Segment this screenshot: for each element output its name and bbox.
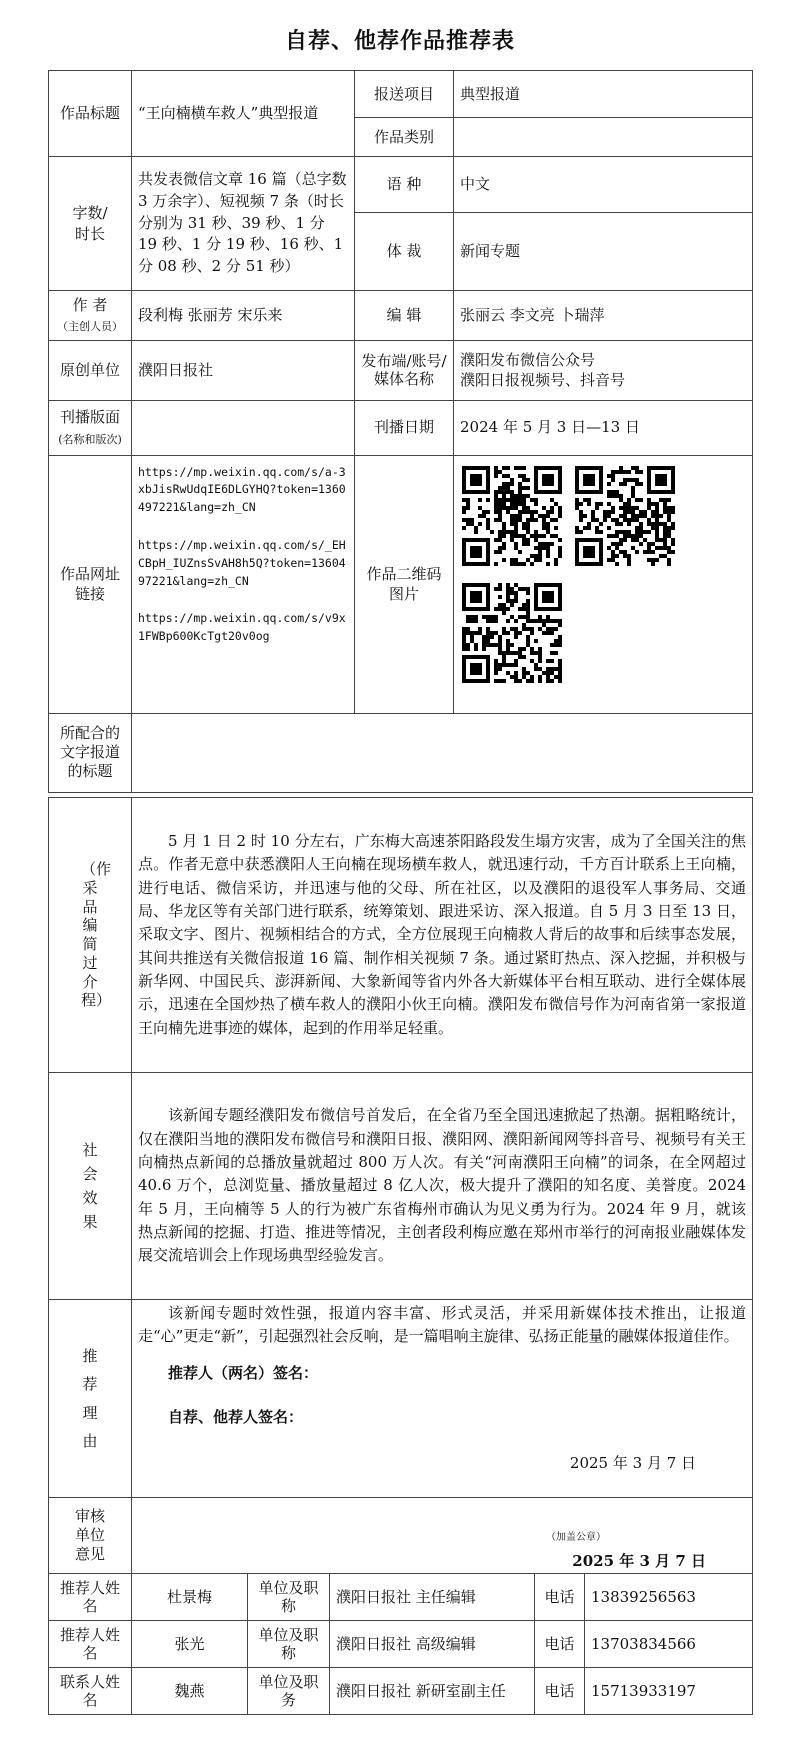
reason-cell [132,1300,753,1498]
person-role: 联系人姓名 [49,1668,132,1715]
person-title: 濮阳日报社 高级编辑 [330,1621,535,1668]
person-role: 推荐人姓名 [49,1574,132,1621]
type-value [454,118,753,157]
editor-label: 编 辑 [355,291,454,341]
audit-cell [132,1498,753,1574]
effect-label: 社会效果 [49,1073,132,1300]
unit-value: 濮阳日报社 [132,340,355,400]
person-title: 濮阳日报社 新研室副主任 [330,1668,535,1715]
page-title: 自荐、他荐作品推荐表 [284,28,515,54]
date-label: 刊播日期 [355,400,454,455]
length-label: 字数/ 时长 [49,157,132,291]
url-link[interactable]: https://mp.weixin.qq.com/s/a-3xbJisRwUdqIE6DLGYHQ?token=1360497221&lang=zh_CN [138,464,346,515]
genre-label: 体 裁 [355,213,454,291]
author-label: 作 者 （主创人员） [49,291,132,341]
language-value: 中文 [454,157,753,213]
type-label: 作品类别 [355,118,454,157]
reason-date: 2025 年 3 月 7 日 [569,1454,697,1473]
seal-note: （加盖公章） [546,1532,607,1544]
reason-text: 该新闻专题时效性强，报道内容丰富、形式灵活，并采用新媒体技术推出，让报道走“心”更走“新”，引起强烈社会反响，是一篇唱响主旋律、弘扬正能量的融媒体报道佳作。 [138,1304,747,1346]
qr-codes [454,455,753,713]
detail-table [48,797,753,1715]
person-title-label: 单位及职称 [248,1574,330,1621]
person-name: 杜景梅 [132,1574,248,1621]
authors-value: 段利梅 张丽芳 宋乐来 [132,291,355,341]
person-phone-label: 电话 [535,1574,585,1621]
person-phone: 13839256563 [585,1574,753,1621]
self-signature: 自荐、他荐人签名： [168,1408,304,1427]
intro-text: 5 月 1 日 2 时 10 分左右，广东梅大高速茶阳路段发生塌方灾害，成为了全国关注的焦点。作者无意中获悉濮阳人王向楠在现场横车救人，就迅速行动，千方百计联系上王向楠，进行电话、微信采访，并迅速与他的父母、所在社区，以及濮阳的退役军人事务局、交通局、华龙区等有关部门进行联系，统筹策划、跟进采访、深入报道。自 5 月 3 日至 13 日，采取文字、图片、视频相结合的方式，全方位展现王向楠救人背后的故事和后续事态发展，其间共推送有关微信报道 16 篇、制作相关视频 7 条。通过紧盯热点、深入挖掘，并积极与新华网、中国民兵、澎湃新闻、大象新闻等省内外各大新媒体平台相互联动、进行全媒体展示，迅速在全国炒热了横车救人的濮阳小伙王向楠。濮阳发布微信号作为河南省第一家报道王向楠先进事迹的媒体，起到的作用举足轻重。 [132,798,753,1073]
audit-label: 审核单位意见 [49,1498,132,1574]
caption-label: 所配合的文字报道的标题 [49,713,132,792]
person-title-label: 单位及职称 [248,1621,330,1668]
date-value: 2024 年 5 月 3 日—13 日 [454,400,753,455]
recommender-signature: 推荐人（两名）签名： [168,1363,319,1382]
language-label: 语 种 [355,157,454,213]
work-title-label: 作品标题 [49,71,132,157]
editors-value: 张丽云 李文亮 卜瑞萍 [454,291,753,341]
audit-date: 2025 年 3 月 7 日 [572,1551,707,1570]
url-link[interactable]: https://mp.weixin.qq.com/s/v9x1FWBp600KcTgt20v0og [138,611,346,644]
layout-value [132,400,355,455]
category-value: 典型报道 [454,71,753,118]
person-phone-label: 电话 [535,1668,585,1715]
person-phone: 15713933197 [585,1668,753,1715]
person-phone-label: 电话 [535,1621,585,1668]
length-value: 共发表微信文章 16 篇（总字数 3 万余字）、短视频 7 条（时长分别为 31 秒、39 秒、1 分 19 秒、1 分 19 秒、16 秒、1 分 08 秒、2 分 51 秒） [132,157,355,291]
platform-label: 发布端/账号/媒体名称 [355,340,454,400]
person-phone: 13703834566 [585,1621,753,1668]
qr-code-icon [462,583,562,683]
person-title: 濮阳日报社 主任编辑 [330,1574,535,1621]
qr-code-icon [575,466,675,566]
caption-value [132,713,753,792]
person-name: 张光 [132,1621,248,1668]
qr-label: 作品二维码图片 [355,455,454,713]
unit-label: 原创单位 [49,340,132,400]
url-list [132,455,355,713]
person-role: 推荐人姓名 [49,1621,132,1668]
url-link[interactable]: https://mp.weixin.qq.com/s/_EHCBpH_IUZnsSvAH8h5Q?token=1360497221&lang=zh_CN [138,537,346,588]
category-label: 报送项目 [355,71,454,118]
qr-code-icon [462,466,562,566]
layout-label: 刊播版面 (名称和版次) [49,400,132,455]
info-table [48,70,753,793]
person-name: 魏燕 [132,1668,248,1715]
genre-value: 新闻专题 [454,213,753,291]
url-label: 作品网址链接 [49,455,132,713]
reason-label: 推荐理由 [49,1300,132,1498]
platform-value: 濮阳发布微信公众号 濮阳日报视频号、抖音号 [454,340,753,400]
effect-text: 该新闻专题经濮阳发布微信号首发后，在全省乃至全国迅速掀起了热潮。据粗略统计，仅在濮阳当地的濮阳发布微信号和濮阳日报、濮阳网、濮阳新闻网等抖音号、视频号有关王向楠热点新闻的总播放量就超过 800 万人次。有关“河南濮阳王向楠”的词条，在全网超过 40.6 万个，总浏览量、播放量超过 8 亿人次，极大提升了濮阳的知名度、美誉度。2024 年 5 月，王向楠等 5 人的行为被广东省梅州市确认为见义勇为行为。2024 年 9 月，就该热点新闻的挖掘、打造、推进等情况，主创者段利梅应邀在郑州市举行的河南报业融媒体发展交流培训会上作现场典型经验发言。 [132,1073,753,1300]
person-title-label: 单位及职务 [248,1668,330,1715]
intro-label: （作采品编简过介程） [49,798,132,1073]
work-title-value: “王向楠横车救人”典型报道 [132,71,355,157]
